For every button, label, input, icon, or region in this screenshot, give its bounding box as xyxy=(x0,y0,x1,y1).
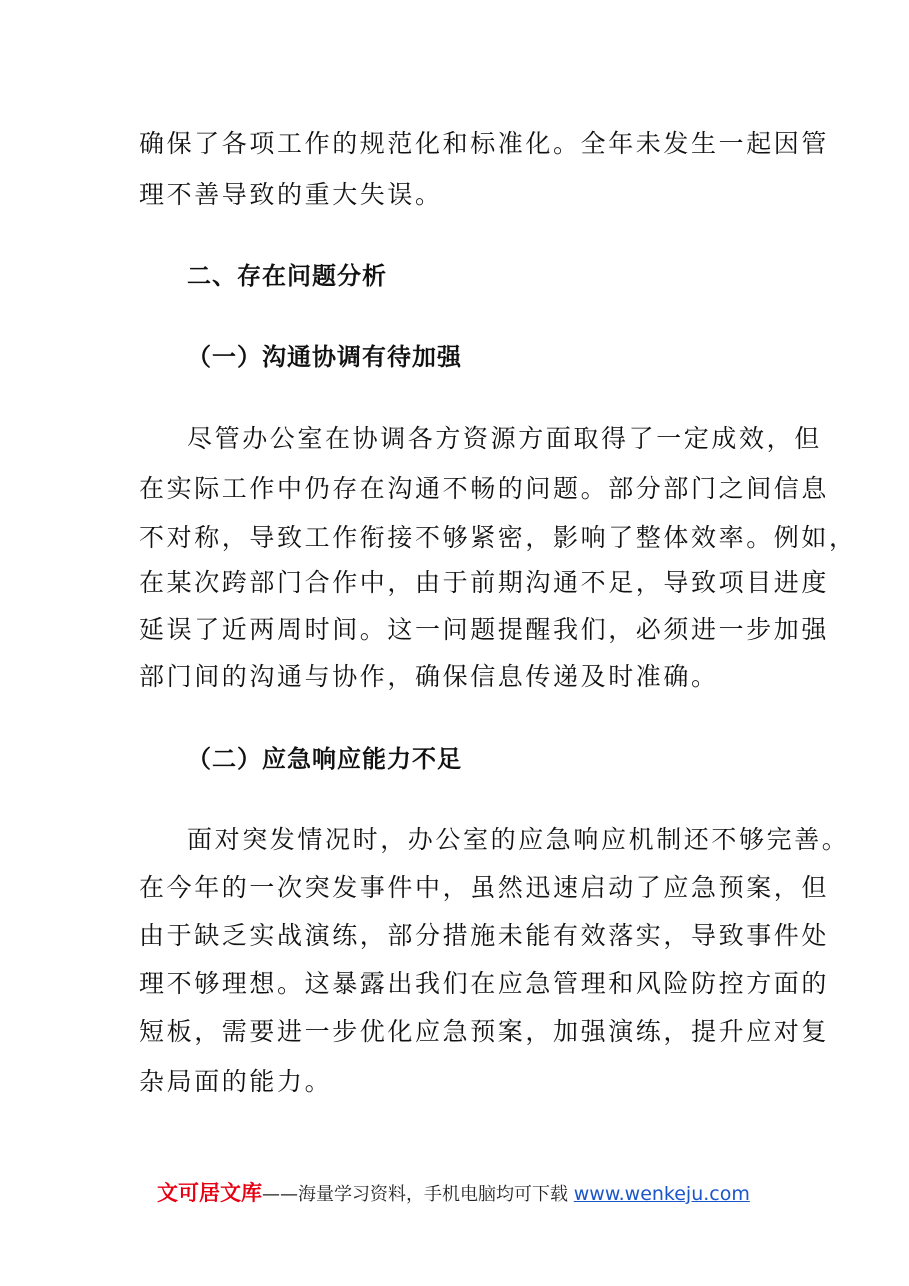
body-text-line: 理不善导致的重大失误。 xyxy=(139,180,443,209)
body-text-line: 杂局面的能力。 xyxy=(139,1067,333,1096)
footer-banner xyxy=(157,1178,750,1210)
body-text-line: 部门间的沟通与协作，确保信息传递及时准确。 xyxy=(139,662,719,691)
body-text-line: 不对称，导致工作衔接不够紧密，影响了整体效率。例如， xyxy=(139,523,857,552)
footer-brand: 文可居文库 xyxy=(157,1181,262,1205)
body-text-line: 在实际工作中仍存在沟通不畅的问题。部分部门之间信息 xyxy=(139,474,830,503)
body-text-line: 在今年的一次突发事件中，虽然迅速启动了应急预案，但 xyxy=(139,873,830,902)
subsection-heading: （一）沟通协调有待加强 xyxy=(187,343,462,371)
body-text-line: 延误了近两周时间。这一问题提醒我们，必须进一步加强 xyxy=(139,615,830,644)
subsection-heading: （二）应急响应能力不足 xyxy=(187,745,462,773)
body-text-line: 确保了各项工作的规范化和标准化。全年未发生一起因管 xyxy=(139,129,830,158)
footer-site-link[interactable]: www.wenkeju.com xyxy=(573,1183,750,1205)
body-text-line: 由于缺乏实战演练，部分措施未能有效落实，导致事件处 xyxy=(139,921,830,950)
body-text-line: 在某次跨部门合作中，由于前期沟通不足，导致项目进度 xyxy=(139,568,830,597)
body-text-line: 理不够理想。这暴露出我们在应急管理和风险防控方面的 xyxy=(139,969,830,998)
body-text-line: 面对突发情况时，办公室的应急响应机制还不够完善。 xyxy=(187,825,850,854)
footer-slogan: 海量学习资料，手机电脑均可下载 xyxy=(298,1184,568,1205)
section-heading: 二、存在问题分析 xyxy=(187,262,387,290)
footer-dash: —— xyxy=(262,1184,298,1205)
body-text-line: 短板，需要进一步优化应急预案，加强演练，提升应对复 xyxy=(139,1017,830,1046)
body-text-line: 尽管办公室在协调各方资源方面取得了一定成效，但 xyxy=(187,424,822,453)
